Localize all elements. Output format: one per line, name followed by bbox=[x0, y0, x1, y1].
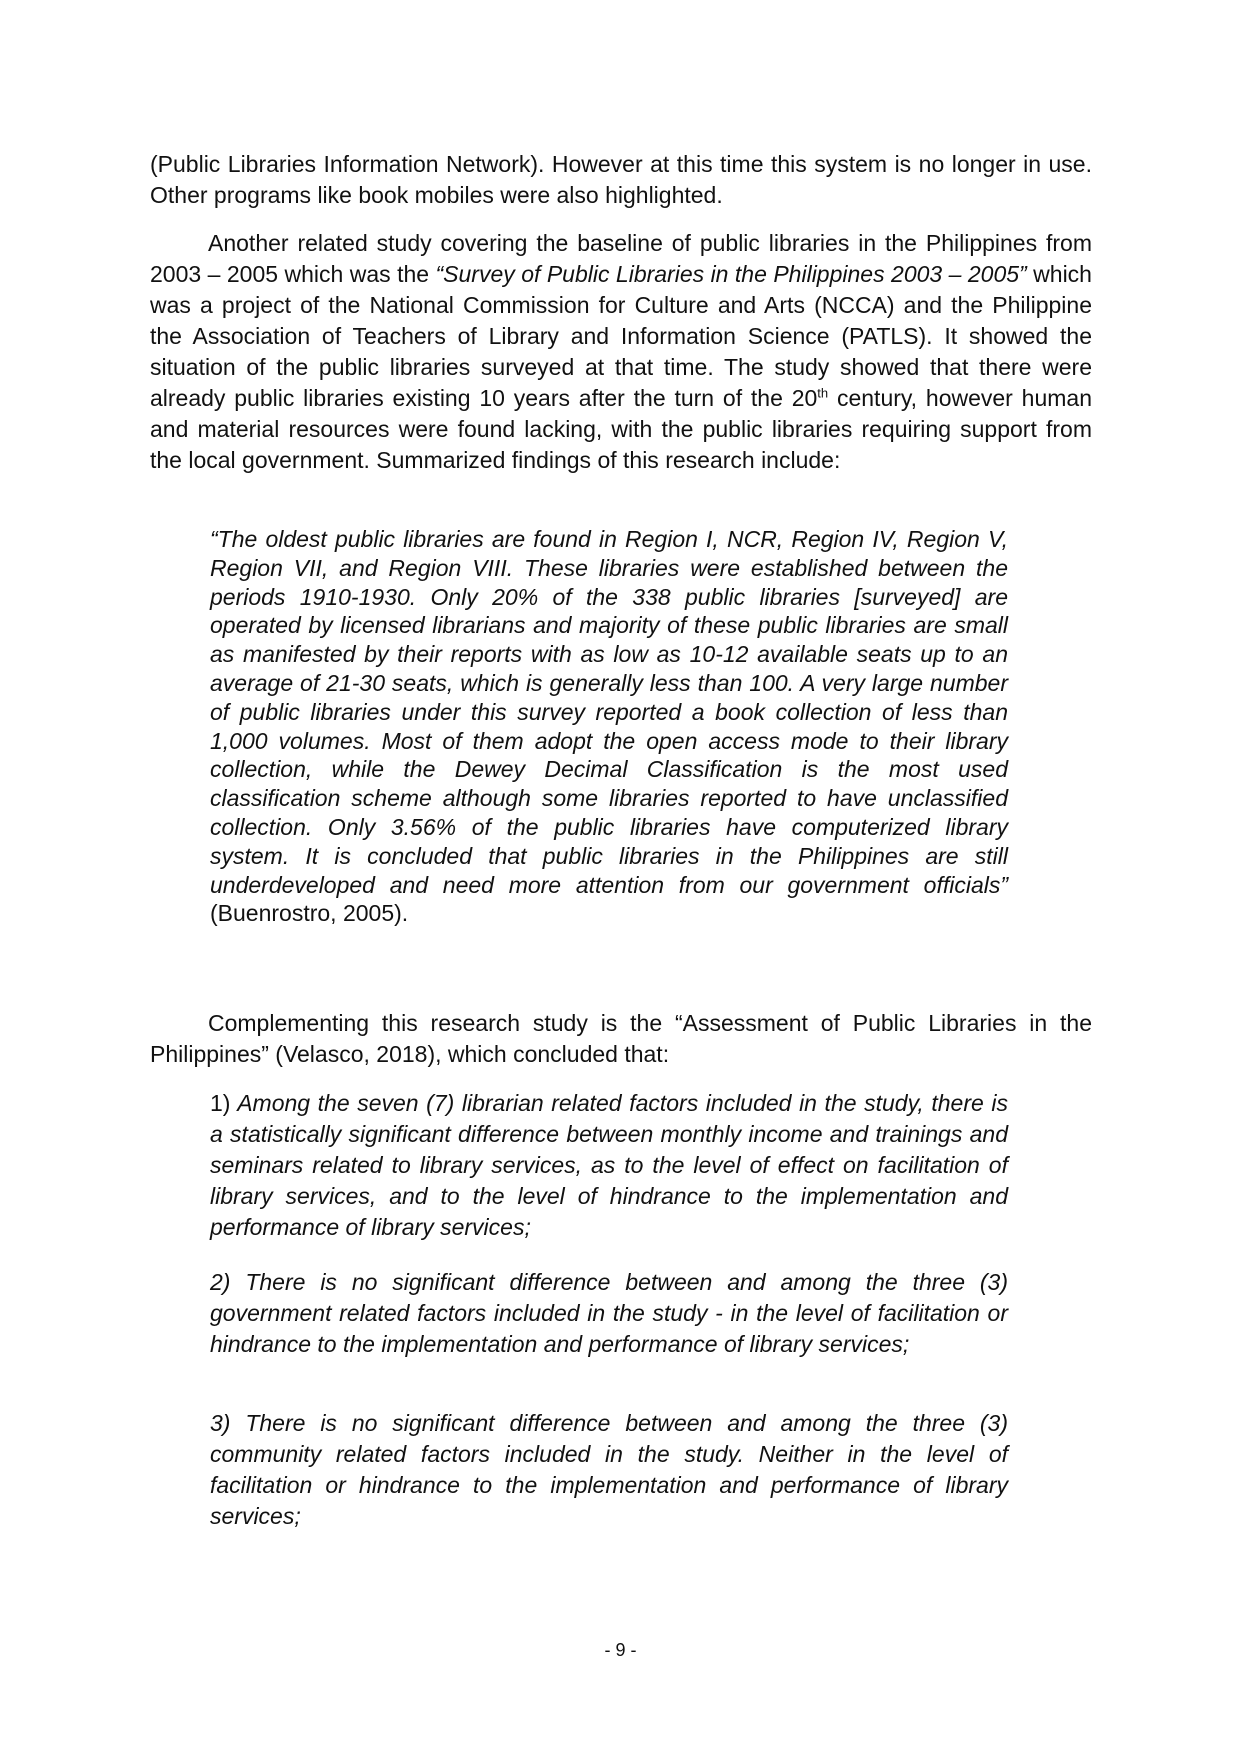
quote-citation: (Buenrostro, 2005). bbox=[210, 900, 409, 927]
conclusion-item-1 bbox=[210, 1088, 1008, 1243]
conclusion-item-1-number: 1) bbox=[210, 1090, 231, 1116]
conclusion-item-2 bbox=[210, 1267, 1008, 1360]
ordinal-superscript: th bbox=[817, 385, 829, 401]
conclusion-item-3 bbox=[210, 1408, 1008, 1532]
paragraph-survey-study bbox=[150, 228, 1092, 476]
page-number: - 9 - bbox=[604, 1640, 637, 1660]
conclusion-item-3-text: 3) There is no significant difference between and among the three (3) community related factors included in the study. Neither in the level of facilitation or hindrance to the implementation and performance of library services; bbox=[210, 1410, 1008, 1529]
paragraph-plin-continuation: (Public Libraries Information Network). However at this time this system is no longer in use. Other programs like book mobiles were also highlighted. bbox=[150, 151, 1092, 208]
survey-findings-text: century, however human and material resources were found lacking, with the public libraries requiring support from the local government. Summarized findings of this research include: bbox=[150, 385, 1092, 473]
quote-text: “The oldest public libraries are found in Region I, NCR, Region IV, Region V, Region VII, and Region VIII. These libraries were established between the periods 1910-1930. Only 20% of the 338 public libraries [surveyed] are operated by licensed librarians and majority of these public libraries are small as manifested by their reports with as low as 10-12 available seats up to an average of 21-30 seats, which is generally less than 100. A very large number of public libraries under this survey reported a book collection of less than 1,000 volumes. Most of them adopt the open access mode to their library collection, while the Dewey Decimal Classification is the most used classification scheme although some libraries reported to have unclassified collection. Only 3.56% of the public libraries have computerized library system. It is concluded that public libraries in the Philippines are still underdeveloped and need more attention from our government officials” bbox=[210, 526, 1008, 898]
conclusion-item-2-text: 2) There is no significant difference between and among the three (3) government related factors included in the study - in the level of facilitation or hindrance to the implementation and performance of library services; bbox=[210, 1269, 1008, 1357]
block-quote-findings bbox=[210, 525, 1008, 928]
conclusion-item-1-text: Among the seven (7) librarian related factors included in the study, there is a statistically significant difference between monthly income and trainings and seminars related to library services, as to the level of effect on facilitation of library services, and to the level of hindrance to the implementation and performance of library services; bbox=[210, 1090, 1008, 1240]
paragraph-velasco-study: Complementing this research study is the “Assessment of Public Libraries in the Philippines” (Velasco, 2018), which concluded that: bbox=[150, 1010, 1092, 1067]
survey-title: “Survey of Public Libraries in the Philippines 2003 – 2005” bbox=[435, 261, 1027, 287]
survey-intro-text: Another related study covering the baseline of public libraries in the Philippines from 2003 – 2005 which was the bbox=[150, 230, 1092, 287]
survey-description-text: which was a project of the National Commission for Culture and Arts (NCCA) and the Philippine the Association of Teachers of Library and Information Science (PATLS). It showed the situation of the public libraries surveyed at that time. The study showed that there were already public libraries existing 10 years after the turn of the 20 bbox=[150, 261, 1092, 411]
